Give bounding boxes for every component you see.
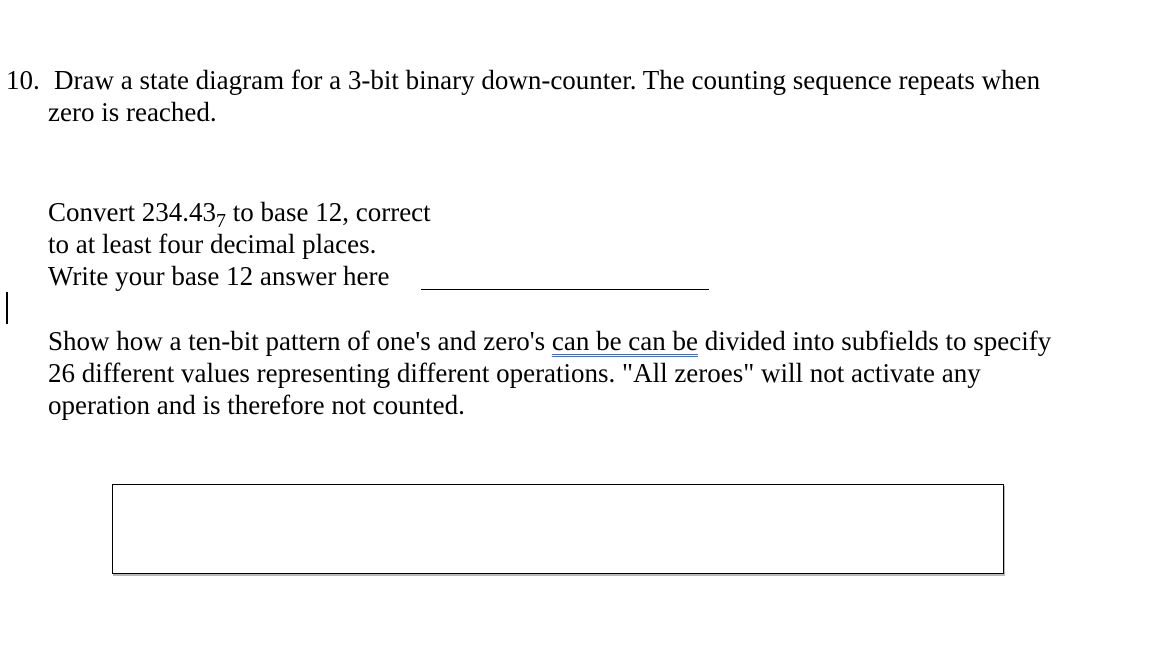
subfields-text-line-2: 26 different values representing different operations. "All zeroes" will not activate any (48, 358, 981, 388)
base-subscript: 7 (216, 210, 226, 232)
convert-text-line-2: to at least four decimal places. (48, 229, 377, 259)
subfields-text-suffix: divided into subfields to specify (698, 326, 1052, 356)
subfields-text-prefix: Show how a ten-bit pattern of one's and zero's (48, 326, 552, 356)
question-10-text-line-2: zero is reached. (48, 97, 217, 127)
question-number: 10. (6, 65, 40, 95)
question-10-text-line-1: Draw a state diagram for a 3-bit binary down-counter. The counting sequence repeats when (54, 65, 1041, 95)
convert-answer-prompt: Write your base 12 answer here (48, 261, 390, 291)
subfields-text-line-3: operation and is therefore not counted. (48, 390, 465, 420)
base12-answer-blank[interactable] (421, 289, 709, 290)
text-cursor (6, 292, 8, 324)
duplicate-words-flag[interactable]: can be can be (551, 326, 699, 356)
answer-text-box[interactable] (112, 484, 1004, 574)
convert-number: Convert 234.43 (48, 197, 216, 227)
convert-target: to base 12, correct (226, 197, 431, 227)
subfields-text-line-1 (48, 325, 1051, 357)
